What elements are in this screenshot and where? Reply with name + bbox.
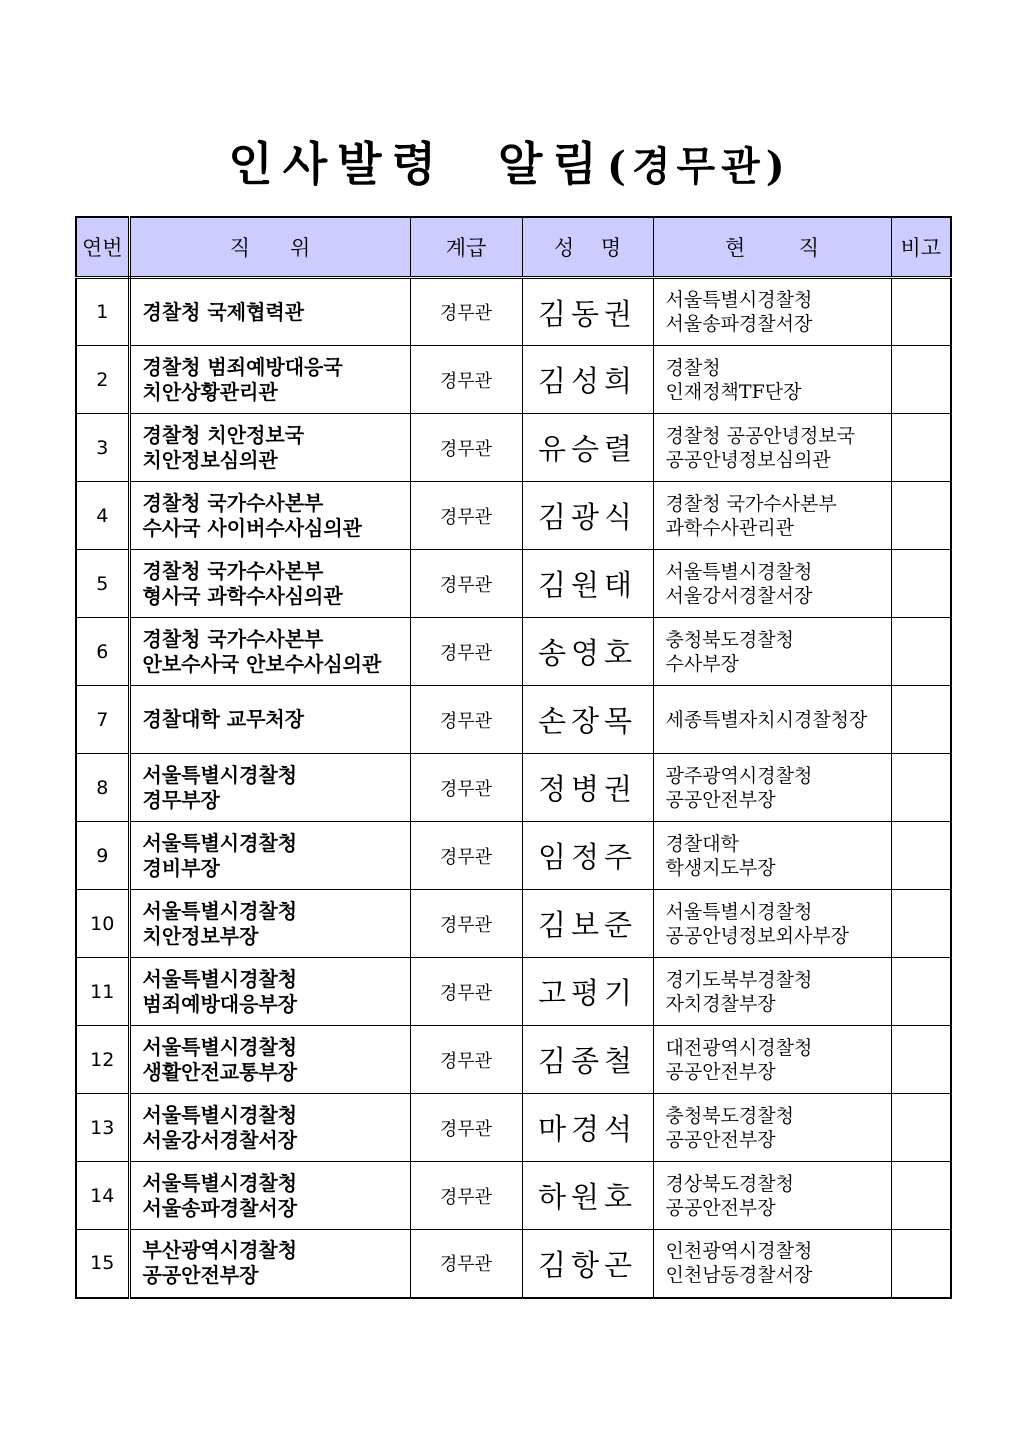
- header-note: 비고: [891, 217, 951, 278]
- new-position: [129, 1162, 410, 1230]
- rank: 경무관: [410, 1094, 522, 1162]
- new-position-line: 부산광역시경찰청: [142, 1238, 298, 1263]
- new-position: [129, 346, 410, 414]
- row-number: 15: [76, 1230, 129, 1298]
- new-position: [129, 686, 410, 754]
- current-position-line: 수사부장: [665, 652, 739, 675]
- table-row: [76, 1162, 951, 1230]
- current-position-line: 서울강서경찰서장: [665, 584, 813, 607]
- note-cell: [891, 686, 951, 754]
- new-position-line: 범죄예방대응부장: [142, 991, 298, 1016]
- person-name: 김항곤: [522, 1230, 653, 1298]
- current-position: [653, 1230, 891, 1298]
- new-position-line: 경찰청 치안정보국: [142, 422, 305, 447]
- table-row: [76, 1230, 951, 1298]
- current-position: [653, 1026, 891, 1094]
- new-position-line: 공공안전부장: [142, 1263, 259, 1288]
- current-position: [653, 278, 891, 346]
- rank: 경무관: [410, 890, 522, 958]
- note-cell: [891, 618, 951, 686]
- person-name: 김성희: [522, 346, 653, 414]
- current-position: [653, 754, 891, 822]
- person-name: 하원호: [522, 1162, 653, 1230]
- new-position-line: 생활안전교통부장: [142, 1059, 298, 1084]
- table-row: [76, 482, 951, 550]
- table-row: [76, 346, 951, 414]
- current-position: [653, 822, 891, 890]
- person-name: 송영호: [522, 618, 653, 686]
- row-number: 7: [76, 686, 129, 754]
- table-row: [76, 1094, 951, 1162]
- header-current: 현 직: [653, 217, 891, 278]
- row-number: 9: [76, 822, 129, 890]
- person-name: 유승렬: [522, 414, 653, 482]
- current-position-line: 충청북도경찰청: [665, 1104, 794, 1127]
- current-position-line: 광주광역시경찰청: [665, 764, 813, 787]
- note-cell: [891, 550, 951, 618]
- rank: 경무관: [410, 1162, 522, 1230]
- note-cell: [891, 1230, 951, 1298]
- table-row: [76, 958, 951, 1026]
- header-name: 성 명: [522, 217, 653, 278]
- person-name: 정병권: [522, 754, 653, 822]
- header-position: 직 위: [129, 217, 410, 278]
- title-rank: (경무관): [606, 143, 791, 190]
- row-number: 2: [76, 346, 129, 414]
- new-position: [129, 278, 410, 346]
- current-position-line: 공공안전부장: [665, 788, 776, 811]
- new-position-line: 치안상황관리관: [142, 379, 278, 404]
- rank: 경무관: [410, 618, 522, 686]
- current-position-line: 충청북도경찰청: [665, 628, 794, 651]
- current-position-line: 경상북도경찰청: [665, 1172, 794, 1195]
- row-number: 3: [76, 414, 129, 482]
- new-position-line: 서울송파경찰서장: [142, 1195, 298, 1220]
- new-position: [129, 414, 410, 482]
- current-position: [653, 890, 891, 958]
- new-position-line: 경찰청 국가수사본부: [142, 558, 324, 583]
- current-position-line: 경기도북부경찰청: [665, 968, 813, 991]
- current-position-line: 공공안전부장: [665, 1196, 776, 1219]
- new-position-line: 수사국 사이버수사심의관: [142, 515, 362, 540]
- note-cell: [891, 890, 951, 958]
- note-cell: [891, 278, 951, 346]
- person-name: 김광식: [522, 482, 653, 550]
- current-position-line: 경찰청: [665, 356, 721, 379]
- new-position: [129, 482, 410, 550]
- current-position-line: 인재정책TF단장: [665, 380, 802, 403]
- row-number: 13: [76, 1094, 129, 1162]
- rank: 경무관: [410, 346, 522, 414]
- row-number: 14: [76, 1162, 129, 1230]
- new-position-line: 서울특별시경찰청: [142, 830, 298, 855]
- note-cell: [891, 958, 951, 1026]
- new-position: [129, 754, 410, 822]
- current-position-line: 공공안녕정보심의관: [665, 448, 831, 471]
- row-number: 6: [76, 618, 129, 686]
- table-row: [76, 754, 951, 822]
- new-position-line: 서울강서경찰서장: [142, 1127, 298, 1152]
- current-position-line: 공공안전부장: [665, 1128, 776, 1151]
- new-position: [129, 958, 410, 1026]
- row-number: 5: [76, 550, 129, 618]
- table-row: [76, 686, 951, 754]
- current-position: [653, 346, 891, 414]
- current-position-line: 과학수사관리관: [665, 516, 794, 539]
- note-cell: [891, 1162, 951, 1230]
- rank: 경무관: [410, 414, 522, 482]
- rank: 경무관: [410, 686, 522, 754]
- current-position-line: 경찰청 공공안녕정보국: [665, 424, 856, 447]
- current-position-line: 경찰청 국가수사본부: [665, 492, 837, 515]
- table-row: [76, 822, 951, 890]
- current-position-line: 서울송파경찰서장: [665, 313, 813, 335]
- rank: 경무관: [410, 278, 522, 346]
- table-row: [76, 278, 951, 346]
- current-position-line: 공공안녕정보외사부장: [665, 924, 850, 947]
- person-name: 김보준: [522, 890, 653, 958]
- new-position: [129, 890, 410, 958]
- table-row: [76, 890, 951, 958]
- current-position-line: 공공안전부장: [665, 1060, 776, 1083]
- new-position: [129, 1094, 410, 1162]
- current-position-line: 인천남동경찰서장: [665, 1264, 813, 1287]
- current-position: [653, 482, 891, 550]
- new-position-line: 서울특별시경찰청: [142, 1102, 298, 1127]
- current-position: [653, 618, 891, 686]
- current-position: [653, 1094, 891, 1162]
- person-name: 김종철: [522, 1026, 653, 1094]
- new-position-line: 경무부장: [142, 787, 220, 812]
- row-number: 8: [76, 754, 129, 822]
- note-cell: [891, 414, 951, 482]
- current-position-line: 서울특별시경찰청: [665, 900, 813, 923]
- person-name: 임정주: [522, 822, 653, 890]
- current-position-line: 자치경찰부장: [665, 992, 776, 1015]
- table-header: [76, 217, 951, 278]
- rank: 경무관: [410, 1230, 522, 1298]
- row-number: 4: [76, 482, 129, 550]
- personnel-table: [75, 216, 952, 1299]
- current-position: [653, 686, 891, 754]
- new-position-line: 서울특별시경찰청: [142, 898, 298, 923]
- note-cell: [891, 346, 951, 414]
- current-position-line: 경찰대학: [665, 832, 739, 855]
- new-position-line: 경찰청 국가수사본부: [142, 626, 324, 651]
- new-position-line: 경찰청 국가수사본부: [142, 490, 324, 515]
- new-position-line: 경찰청 범죄예방대응국: [142, 354, 343, 379]
- table-row: [76, 1026, 951, 1094]
- new-position-line: 경비부장: [142, 855, 220, 880]
- person-name: 손장목: [522, 686, 653, 754]
- new-position-line: 안보수사국 안보수사심의관: [142, 651, 382, 676]
- page-title: [0, 128, 1019, 194]
- new-position-line: 경찰청 국제협력관: [142, 299, 305, 324]
- current-position-line: 세종특별자치시경찰청장: [665, 708, 868, 731]
- rank: 경무관: [410, 958, 522, 1026]
- new-position-line: 서울특별시경찰청: [142, 966, 298, 991]
- new-position-line: 서울특별시경찰청: [142, 1034, 298, 1059]
- rank: 경무관: [410, 754, 522, 822]
- rank: 경무관: [410, 1026, 522, 1094]
- row-number: 12: [76, 1026, 129, 1094]
- row-number: 1: [76, 278, 129, 346]
- note-cell: [891, 1094, 951, 1162]
- new-position: [129, 618, 410, 686]
- row-number: 11: [76, 958, 129, 1026]
- table-row: [76, 414, 951, 482]
- person-name: 마경석: [522, 1094, 653, 1162]
- rank: 경무관: [410, 550, 522, 618]
- new-position: [129, 550, 410, 618]
- rank: 경무관: [410, 822, 522, 890]
- new-position-line: 치안정보심의관: [142, 447, 278, 472]
- table-body: [76, 278, 951, 1298]
- new-position-line: 경찰대학 교무처장: [142, 707, 305, 731]
- current-position-line: 서울특별시경찰청: [665, 289, 813, 311]
- current-position-line: 서울특별시경찰청: [665, 560, 813, 583]
- current-position-line: 인천광역시경찰청: [665, 1240, 813, 1263]
- current-position: [653, 1162, 891, 1230]
- note-cell: [891, 754, 951, 822]
- current-position-line: 학생지도부장: [665, 856, 776, 879]
- current-position-line: 대전광역시경찰청: [665, 1036, 813, 1059]
- current-position: [653, 958, 891, 1026]
- new-position-line: 치안정보부장: [142, 923, 259, 948]
- table-row: [76, 550, 951, 618]
- person-name: 고평기: [522, 958, 653, 1026]
- new-position-line: 서울특별시경찰청: [142, 762, 298, 787]
- header-no: 연번: [76, 217, 129, 278]
- note-cell: [891, 822, 951, 890]
- new-position: [129, 1230, 410, 1298]
- note-cell: [891, 482, 951, 550]
- rank: 경무관: [410, 482, 522, 550]
- note-cell: [891, 1026, 951, 1094]
- person-name: 김원태: [522, 550, 653, 618]
- header-rank: 계급: [410, 217, 522, 278]
- row-number: 10: [76, 890, 129, 958]
- table-row: [76, 618, 951, 686]
- new-position-line: 서울특별시경찰청: [142, 1170, 298, 1195]
- current-position: [653, 550, 891, 618]
- person-name: 김동권: [522, 278, 653, 346]
- title-main: 인사발령 알림: [228, 137, 607, 191]
- new-position: [129, 822, 410, 890]
- current-position: [653, 414, 891, 482]
- new-position-line: 형사국 과학수사심의관: [142, 583, 343, 608]
- new-position: [129, 1026, 410, 1094]
